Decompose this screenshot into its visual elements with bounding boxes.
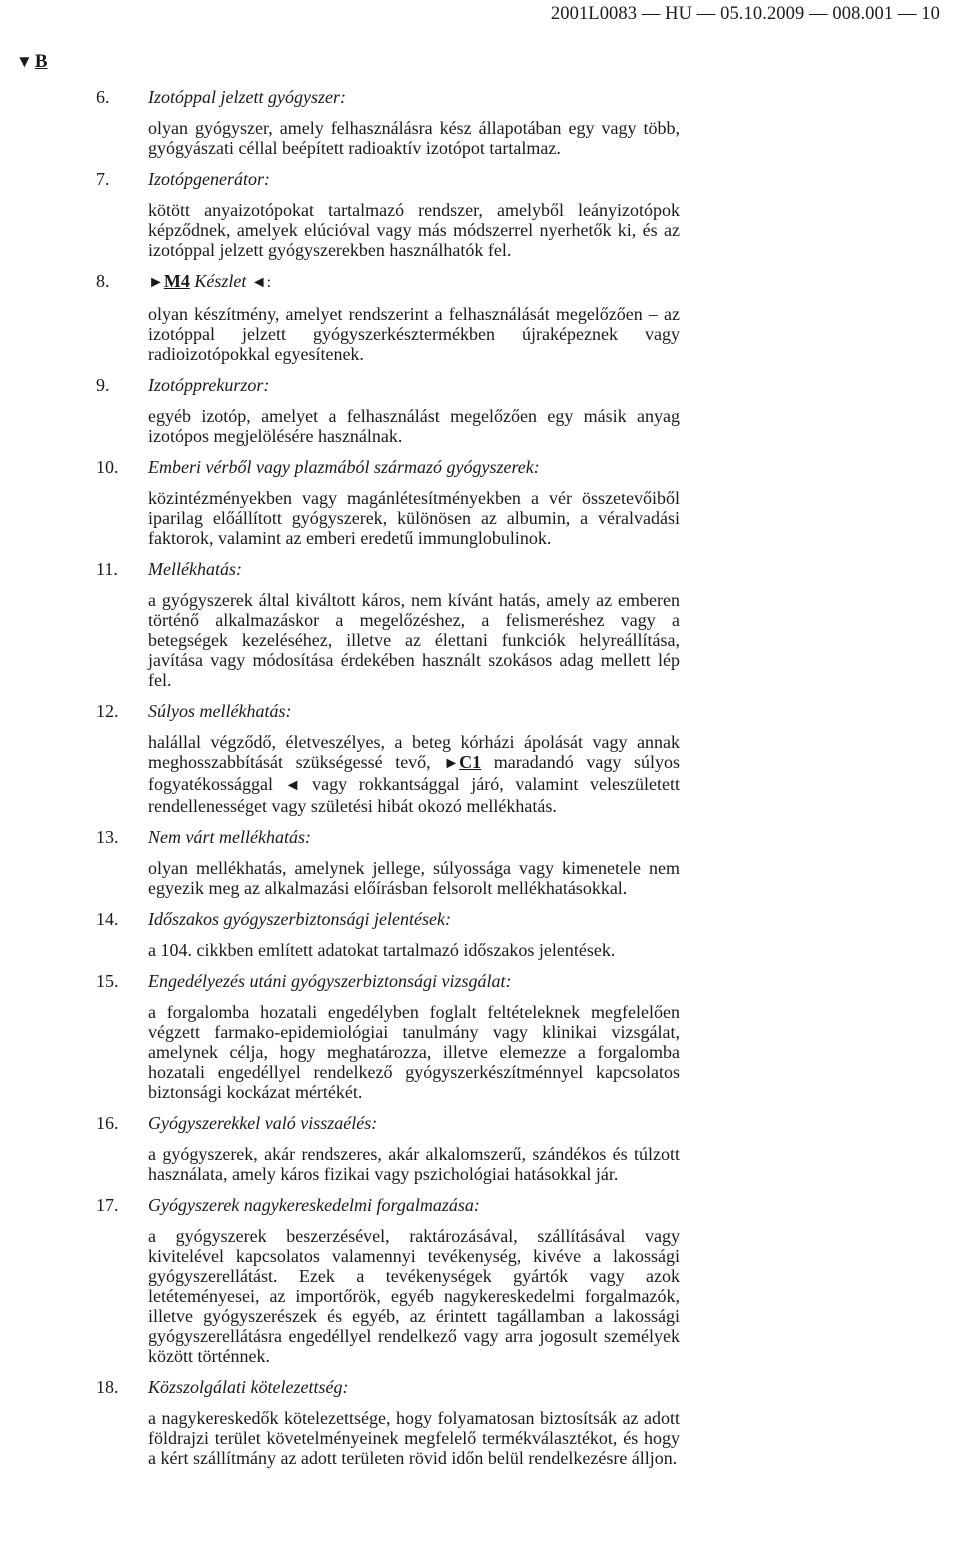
item-number: 17. (96, 1195, 119, 1215)
definition-item (96, 1195, 680, 1366)
item-body: olyan mellékhatás, amelynek jellege, súlyossága vagy kimenetele nem egyezik meg az alkalmazási előírásban felsorolt mellékhatásokkal. (148, 858, 680, 898)
item-body: olyan gyógyszer, amely felhasználásra kész állapotában egy vagy több, gyógyászati céllal beépített radioaktív izotópot tartalmaz. (148, 118, 680, 158)
item-number: 6. (96, 87, 110, 107)
item-body-text: maradandó vagy súlyos fogyatékossággal (148, 752, 680, 794)
definition-item (96, 457, 680, 548)
item-term: Nem várt mellékhatás: (148, 827, 311, 847)
item-number: 12. (96, 701, 119, 721)
item-body: közintézményekben vagy magánlétesítményekben a vér összetevőiből iparilag előállított gyógyszerek, különösen az albumin, a véralvadási faktorok, valamint az emberi eredetű immunglobulinok. (148, 488, 680, 548)
item-body-text: halállal végződő, életveszélyes, a beteg kórházi ápolását vagy annak meghosszabbítását szükségessé tevő, (148, 732, 680, 772)
item-body: a nagykereskedők kötelezettsége, hogy folyamatosan biztosítsák az adott földrajzi terület követelményeinek megfelelő termékválasztékot, és hogy a kért szállítmány az adott területen rövid időn belül rendelkezésre álljon. (148, 1408, 680, 1468)
item-body: a gyógyszerek, akár rendszeres, akár alkalomszerű, szándékos és túlzott használata, amely káros fizikai vagy pszichológiai hatásokkal jár. (148, 1144, 680, 1184)
definition-item (96, 701, 680, 816)
definition-item (96, 827, 680, 898)
definition-item (96, 169, 680, 260)
item-body: a gyógyszerek beszerzésével, raktározásával, szállításával vagy kivitelével kapcsolatos valamennyi tevékenység, kivéve a lakossági gyógyszerellátást. Ezek a tevékenységek gyártók vagy azok letéteményesei, az importőrök, egyéb nagykereskedelmi forgalmazók, illetve gyógyszerészek és egyéb, az érintett tagállamban a lakossági gyógyszerellátásra engedéllyel rendelkező vagy arra jogosult személyek között történnek. (148, 1226, 680, 1366)
item-number: 10. (96, 457, 119, 477)
item-number: 13. (96, 827, 119, 847)
item-body: olyan készítmény, amelyet rendszerint a felhasználását megelőzően – az izotóppal jelzett gyógyszerkésztermékben újraképeznek vagy radioizotópokkal egyesítenek. (148, 304, 680, 364)
item-body: a 104. cikkben említett adatokat tartalmazó időszakos jelentések. (148, 940, 616, 960)
item-body: a gyógyszerek által kiváltott káros, nem kívánt hatás, amely az emberen történő alkalmazáskor a megelőzéshez, a felismeréshez vagy a betegségek kezeléséhez, illetve az élettani funkciók helyreállítása, javítása vagy módosítása érdekében használt szokásos adag mellett lép fel. (148, 590, 680, 690)
item-term (148, 271, 680, 293)
item-term: Mellékhatás: (148, 559, 242, 579)
item-number: 16. (96, 1113, 119, 1133)
item-number: 15. (96, 971, 119, 991)
right-triangle-icon: ► (443, 755, 460, 772)
item-term: Gyógyszerek nagykereskedelmi forgalmazása: (148, 1195, 480, 1215)
left-triangle-icon: ◄: (250, 274, 272, 291)
item-term: Súlyos mellékhatás: (148, 701, 292, 721)
item-number: 11. (96, 559, 118, 579)
item-term-text: Készlet (189, 271, 251, 291)
item-term: Közszolgálati kötelezettség: (148, 1377, 349, 1397)
item-number: 9. (96, 375, 110, 395)
definition-item (96, 271, 680, 364)
marker-label[interactable]: B (34, 51, 48, 72)
item-body: a forgalomba hozatali engedélyben foglalt feltételeknek megfelelően végzett farmako-epidemiológiai tanulmány vagy klinikai vizsgálat, amelynek célja, hogy meghatározza, illetve elemezze a forgalomba hozatali engedéllyel rendelkező gyógyszerkészítménnyel kapcsolatos biztonsági kockázat mértékét. (148, 1002, 680, 1102)
item-number: 8. (96, 271, 110, 291)
down-triangle-icon: ▼ (16, 52, 33, 71)
definition-item (96, 909, 680, 960)
item-body: kötött anyaizotópokat tartalmazó rendszer, amelyből leányizotópok képződnek, amelyek elúcióval vagy más módszerrel nyerhetők ki, és az izotóppal jelzett gyógyszerekben használhatók fel. (148, 200, 680, 260)
version-marker (16, 51, 48, 73)
item-number: 7. (96, 169, 110, 189)
item-term: Engedélyezés utáni gyógyszerbiztonsági vizsgálat: (148, 971, 512, 991)
amendment-ref-link[interactable]: M4 (163, 271, 190, 291)
document-reference-header: 2001L0083 — HU — 05.10.2009 — 008.001 — 10 (550, 4, 940, 24)
item-body: egyéb izotóp, amelyet a felhasználást megelőzően egy másik anyag izotópos megjelölésére használnak. (148, 406, 680, 446)
item-body (148, 732, 680, 816)
item-term: Időszakos gyógyszerbiztonsági jelentések: (148, 909, 451, 929)
definition-item (96, 1377, 680, 1468)
definition-item (96, 971, 680, 1102)
item-term: Izotópprekurzor: (148, 375, 270, 395)
item-number: 14. (96, 909, 119, 929)
item-number: 18. (96, 1377, 119, 1397)
corrigendum-ref-link[interactable]: C1 (459, 752, 482, 772)
definitions-list (96, 87, 680, 1468)
left-triangle-icon: ◄ (284, 777, 301, 794)
definition-item (96, 375, 680, 446)
definition-item (96, 87, 680, 158)
item-term: Gyógyszerekkel való visszaélés: (148, 1113, 378, 1133)
item-term: Emberi vérből vagy plazmából származó gyógyszerek: (148, 457, 540, 477)
definition-item (96, 1113, 680, 1184)
item-term: Izotóppal jelzett gyógyszer: (148, 87, 346, 107)
item-term: Izotópgenerátor: (148, 169, 270, 189)
right-triangle-icon: ► (148, 274, 164, 291)
definition-item (96, 559, 680, 690)
item-body-text: vagy rokkantsággal járó, valamint veleszületett rendellenességet vagy születési hibát okozó mellékhatás. (148, 774, 680, 816)
